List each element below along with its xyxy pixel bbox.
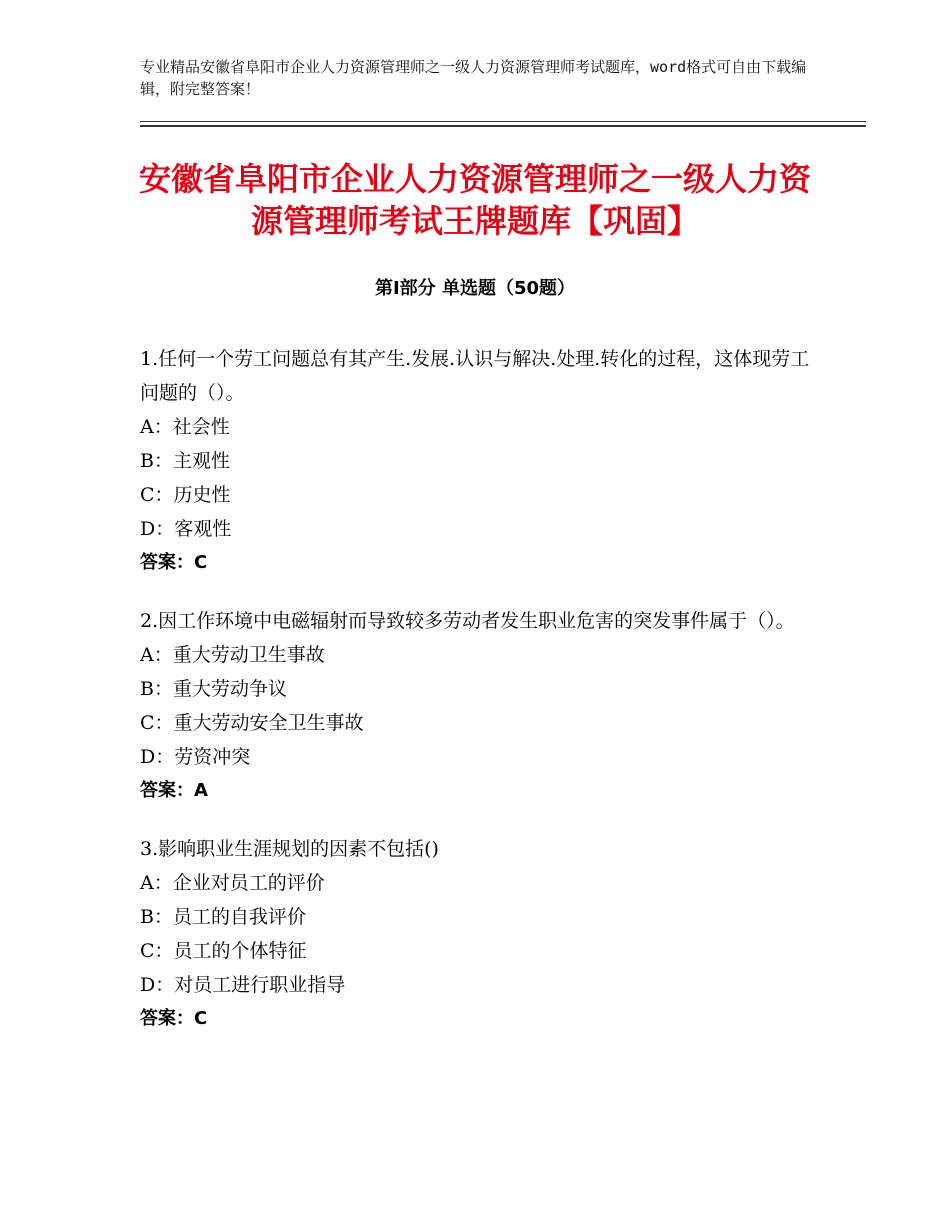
question-1 — [140, 342, 820, 580]
question-2 — [140, 604, 820, 808]
question-list — [140, 342, 820, 1060]
answer-label: 答案：A — [140, 780, 208, 801]
question-stem: 2.因工作环境中电磁辐射而导致较多劳动者发生职业危害的突发事件属于（）。 — [140, 610, 795, 632]
answer-label: 答案：C — [140, 552, 208, 573]
option-c: C：员工的个体特征 — [140, 940, 307, 962]
option-b: B：员工的自我评价 — [140, 906, 306, 928]
question-stem: 1.任何一个劳工问题总有其产生.发展.认识与解决.处理.转化的过程，这体现劳工问题的（）。 — [140, 348, 810, 404]
option-a: A：社会性 — [140, 416, 230, 438]
option-c: C：历史性 — [140, 484, 231, 506]
option-c: C：重大劳动安全卫生事故 — [140, 712, 364, 734]
header-note: 专业精品安徽省阜阳市企业人力资源管理师之一级人力资源管理师考试题库，word格式可自由下载编辑，附完整答案！ — [140, 58, 807, 98]
option-d: D：劳资冲突 — [140, 746, 251, 768]
question-stem: 3.影响职业生涯规划的因素不包括() — [140, 838, 439, 860]
option-d: D：对员工进行职业指导 — [140, 974, 346, 996]
option-a: A：重大劳动卫生事故 — [140, 644, 325, 666]
answer-label: 答案：C — [140, 1008, 208, 1029]
section-title: 第Ⅰ部分 单选题（50题） — [374, 278, 575, 299]
option-d: D：客观性 — [140, 518, 232, 540]
header-divider-thin — [140, 121, 866, 122]
option-b: B：重大劳动争议 — [140, 678, 287, 700]
document-title: 安徽省阜阳市企业人力资源管理师之一级人力资源管理师考试王牌题库【巩固】 — [138, 160, 811, 240]
header-divider-thick — [140, 125, 866, 127]
question-3 — [140, 832, 820, 1036]
option-b: B：主观性 — [140, 450, 230, 472]
option-a: A：企业对员工的评价 — [140, 872, 325, 894]
